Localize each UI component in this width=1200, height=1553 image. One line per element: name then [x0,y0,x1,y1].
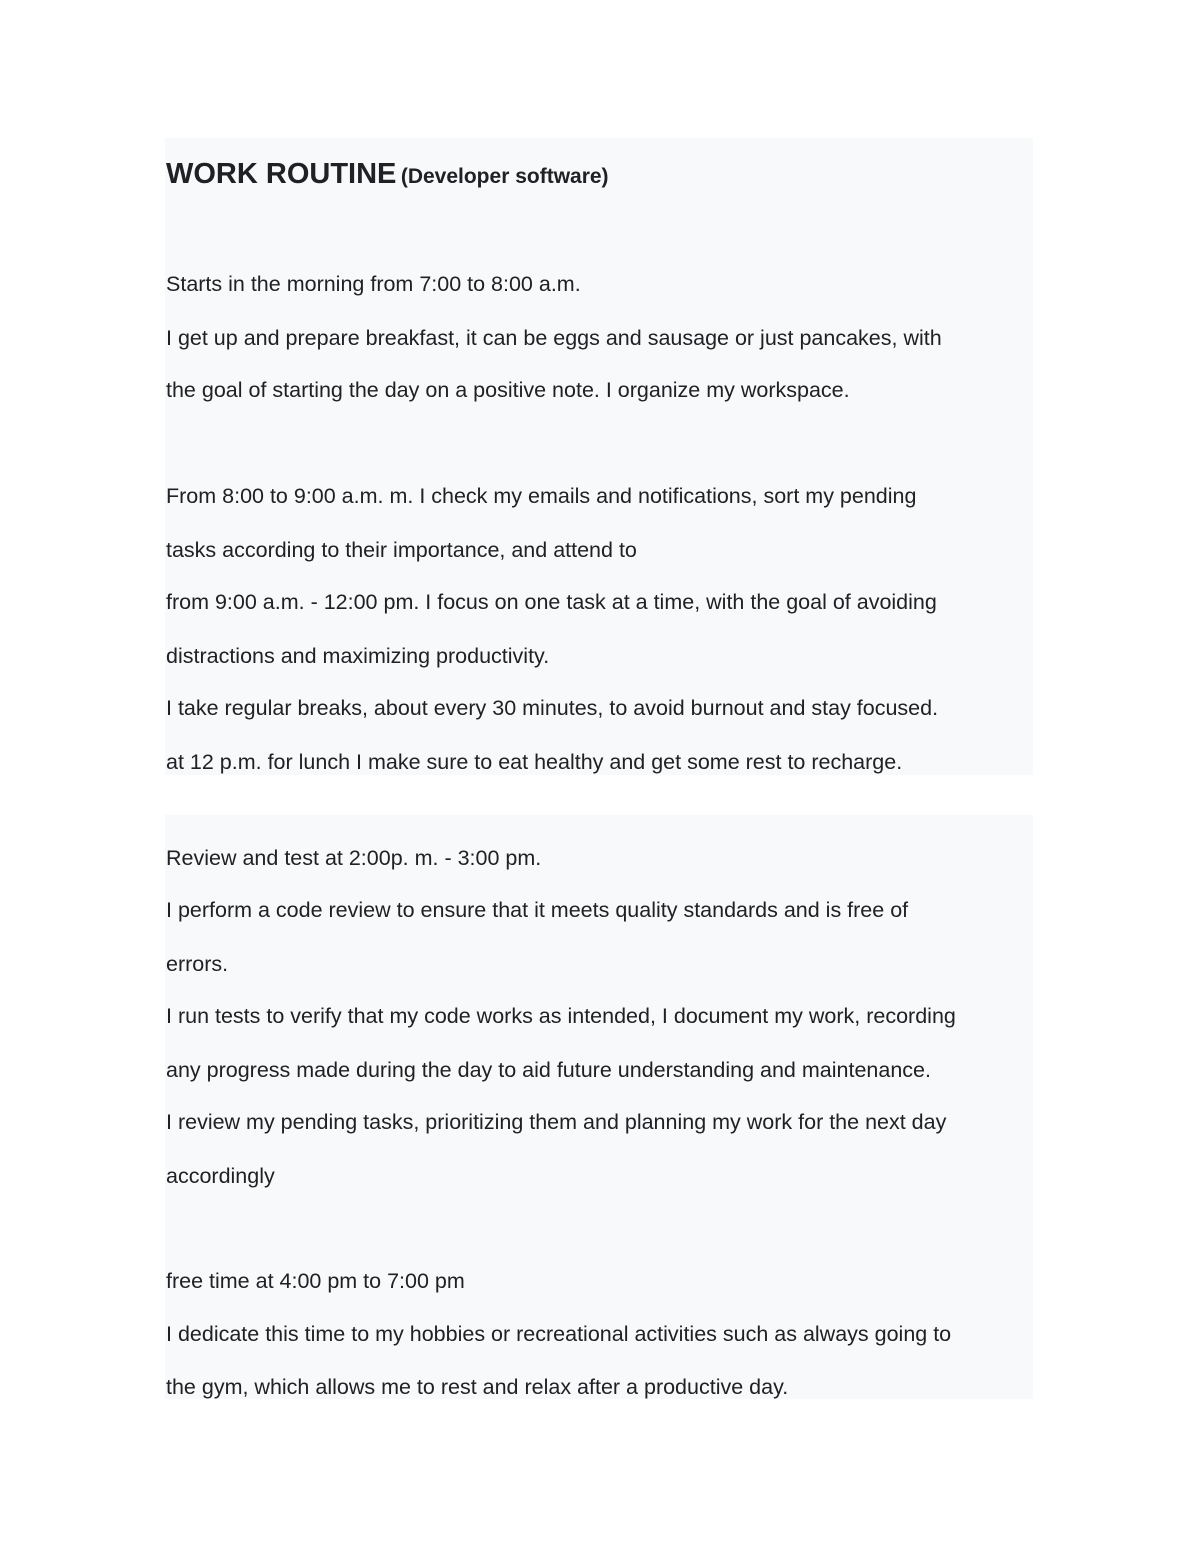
paragraph-line: I get up and prepare breakfast, it can be eggs and sausage or just pancakes, with [166,326,942,350]
paragraph-line: tasks according to their importance, and attend to [166,538,637,562]
paragraph-line: the gym, which allows me to rest and relax after a productive day. [166,1375,789,1399]
paragraph-line: I dedicate this time to my hobbies or recreational activities such as always going to [166,1322,952,1346]
paragraph-line: at 12 p.m. for lunch I make sure to eat healthy and get some rest to recharge. [166,750,903,774]
paragraph-line: I run tests to verify that my code works as intended, I document my work, recording [166,1004,956,1028]
title-subtitle: (Developer software) [400,165,609,188]
paragraph-line: from 9:00 a.m. - 12:00 pm. I focus on one task at a time, with the goal of avoiding [166,590,937,614]
paragraph-line: I review my pending tasks, prioritizing them and planning my work for the next day [166,1110,947,1134]
title-main: WORK ROUTINE [166,158,397,190]
paragraph-line: I perform a code review to ensure that it meets quality standards and is free of [166,898,909,922]
paragraph-line: errors. [166,952,229,976]
paragraph-line: distractions and maximizing productivity. [166,644,550,668]
paragraph-line: Starts in the morning from 7:00 to 8:00 a.m. [166,272,581,296]
text-block-morning [165,138,1033,775]
paragraph-line: I take regular breaks, about every 30 minutes, to avoid burnout and stay focused. [166,696,939,720]
paragraph-line: free time at 4:00 pm to 7:00 pm [166,1269,465,1293]
document-title [166,158,609,191]
paragraph-line: Review and test at 2:00p. m. - 3:00 pm. [166,846,542,870]
paragraph-line: the goal of starting the day on a positive note. I organize my workspace. [166,378,850,402]
paragraph-line: From 8:00 to 9:00 a.m. m. I check my emails and notifications, sort my pending [166,484,917,508]
paragraph-line: accordingly [166,1164,275,1188]
paragraph-line: any progress made during the day to aid future understanding and maintenance. [166,1058,931,1082]
